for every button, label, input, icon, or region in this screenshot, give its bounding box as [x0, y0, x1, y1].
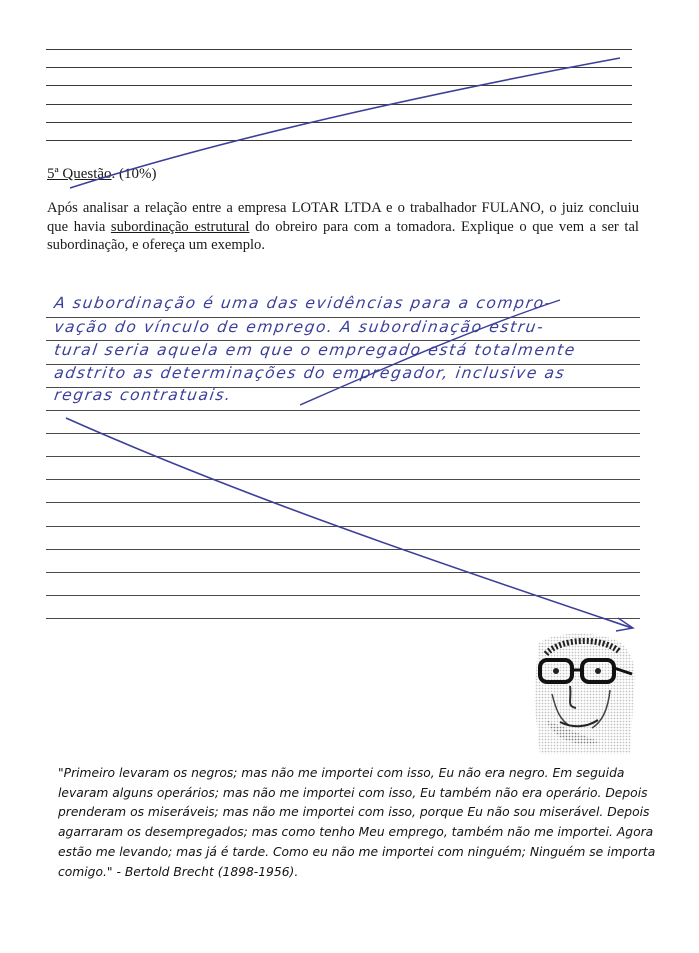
ruled-line — [46, 479, 640, 480]
ruled-line — [46, 433, 640, 434]
ruled-line — [46, 595, 640, 596]
question-number: 5ª Questão — [47, 166, 112, 182]
ruled-line — [46, 67, 632, 68]
strike-line-bottom — [66, 418, 632, 628]
portrait-image — [520, 630, 644, 754]
question-text-part: do obreiro para com a tomadora. Explique o que vem a ser tal subordinação, e ofereça um exemplo. — [47, 218, 639, 253]
question-title — [47, 165, 157, 183]
answer-line: adstrito as determinações do empregador, inclusive as — [53, 364, 567, 382]
ruled-line — [46, 104, 632, 105]
ruled-line — [46, 410, 640, 411]
ruled-line — [46, 502, 640, 503]
ruled-line — [46, 122, 632, 123]
ruled-line — [46, 49, 632, 50]
ruled-line — [46, 618, 640, 619]
brecht-quote: "Primeiro levaram os negros; mas não me importei com isso, Eu não era negro. Em seguida levaram alguns operários; mas não me importei com isso, Eu também não era operário. Depois prenderam os miseráveis; mas não me importei com isso, porque Eu não sou miserável. Depois agarraram os desempregados; mas como tenho Meu emprego, também não me importei. Agora estão me levando; mas já é tarde. Como eu não me importei com ninguém; Ninguém se importa comigo." - Bertold Brecht (1898-1956). — [58, 766, 656, 879]
answer-line: A subordinação é uma das evidências para a compro- — [53, 294, 554, 312]
question-points: . (10%) — [111, 166, 157, 182]
answer-line: regras contratuais. — [53, 386, 234, 404]
ruled-line — [46, 456, 640, 457]
question-text-part: Após analisar a relação entre a empresa LOTAR LTDA e o trabalhador FULANO, o juiz concluiu que havia — [47, 200, 639, 235]
ruled-line — [46, 140, 632, 141]
ruled-line — [46, 549, 640, 550]
ruled-line — [46, 526, 640, 527]
question-text — [47, 199, 639, 255]
ruled-line — [46, 572, 640, 573]
answer-line: vação do vínculo de emprego. A subordinação estru- — [53, 318, 546, 336]
question-text-underlined: subordinação estrutural — [110, 218, 250, 235]
ruled-line — [46, 85, 632, 86]
answer-line: tural seria aquela em que o empregado está totalmente — [53, 341, 578, 359]
